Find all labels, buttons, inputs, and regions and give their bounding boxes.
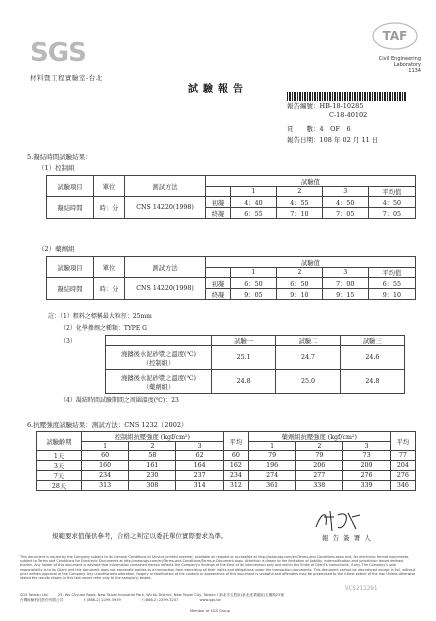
t-row1-label: [106, 346, 212, 370]
admix-final-1: 9：05: [231, 289, 277, 300]
report-no-label: 報告編號：: [287, 102, 320, 110]
table-row: [37, 451, 416, 461]
col-avg: 平均值: [368, 187, 415, 197]
control-initial-avg: 4：50: [368, 197, 415, 208]
page-value: 4 OF 6: [319, 125, 351, 133]
admix-1: 79: [248, 451, 295, 461]
footer-address-block: [20, 593, 284, 602]
control-2: 230: [129, 471, 176, 481]
note-4: （4）凝結時間試驗期間之周圍溫度(℃)：23: [60, 397, 179, 404]
col-method: 測試方法: [125, 257, 206, 278]
note-1: [48, 311, 152, 320]
control-final-avg: 7：05: [368, 208, 415, 219]
admix-2: 338: [296, 481, 343, 491]
col-item: 試驗項目: [47, 257, 94, 278]
address: 25, Wu Chyuan Road, New Taipei Industrial Park, Wu Ku District, New Taipei City, Taiwan / 新北市五股區(新北產業園區)五權路25號: [57, 593, 285, 597]
taf-caption-line: 1134: [408, 68, 421, 74]
t-row1-v2: 24.7: [276, 346, 340, 370]
t-row1-label-b: （控制組）: [142, 359, 175, 367]
initial-label: 初凝: [206, 278, 231, 289]
final-label: 終凝: [206, 208, 231, 219]
admix-initial-avg: 6：55: [368, 278, 415, 289]
t-col-1: 試驗一: [212, 336, 276, 346]
col-control: 控制組抗壓強度 (kgf/cm²): [82, 432, 224, 442]
control-initial-2: 4：55: [276, 197, 322, 208]
t-row1-v3: 24.6: [340, 346, 404, 370]
admix-2: 79: [296, 451, 343, 461]
company-zh: 台灣檢驗科技股份有限公司: [20, 597, 64, 602]
report-no-row: [287, 102, 363, 111]
control-2: 161: [129, 461, 176, 471]
date-row: [287, 136, 378, 145]
note-2: （2）化學摻劑之種類：TYPE G: [60, 325, 147, 332]
age: 7天: [37, 471, 82, 481]
table-row: [37, 471, 416, 481]
control-2: 58: [129, 451, 176, 461]
col-method: 測試方法: [125, 176, 206, 197]
page-label: 頁 數：: [287, 125, 320, 133]
admix-initial-2: 6：50: [276, 278, 322, 289]
admix-avg: 276: [390, 471, 415, 481]
signature-icon: [312, 507, 364, 535]
col-n2: 2: [276, 268, 322, 278]
admix-3: 209: [343, 461, 390, 471]
control-3: 237: [176, 471, 223, 481]
member-of-group: Member of SGS Group: [190, 609, 230, 613]
control-heading: （1）控制組: [38, 164, 75, 172]
control-1: 313: [82, 481, 129, 491]
t-row2-v2: 25.0: [276, 370, 340, 394]
col-n1: 1: [82, 442, 129, 451]
control-1: 160: [82, 461, 129, 471]
admix-initial-1: 6：50: [231, 278, 277, 289]
admix-1: 196: [248, 461, 295, 471]
col-admix: 藥劑組抗壓強度 (kgf/cm²): [248, 432, 390, 442]
control-1: 234: [82, 471, 129, 481]
col-item: 試驗項目: [47, 176, 94, 197]
control-final-2: 7：10: [276, 208, 322, 219]
admix-final-2: 9：10: [276, 289, 322, 300]
col-n3: 3: [322, 268, 368, 278]
barcode: [287, 92, 407, 101]
t-row1-label-a: 澆鑄後水泥砂漿之溫度(℃): [121, 350, 196, 358]
table-row: [37, 481, 416, 491]
col-age: 試驗齡期: [37, 432, 82, 451]
admix-heading: （2）藥劑組: [38, 245, 75, 253]
control-2: 308: [129, 481, 176, 491]
t-row2-label: [106, 370, 212, 394]
t-col-2: 試驗二: [276, 336, 340, 346]
admix-3: 276: [343, 471, 390, 481]
admix-avg: 204: [390, 461, 415, 471]
temperature-table: [105, 335, 405, 394]
taf-caption: [361, 56, 421, 74]
control-final-1: 6：55: [231, 208, 277, 219]
remark: 規範要求值僅供參考，合格之判定以委託單位實際要求為準。: [52, 532, 228, 540]
website: www.sgs.tw: [199, 597, 221, 602]
lab-name: 材料暨工程實驗室-台北: [30, 74, 103, 82]
date-value: 108 年 02 月 11 日: [319, 136, 379, 144]
initial-label: 初凝: [206, 197, 231, 208]
control-3: 62: [176, 451, 223, 461]
col-n1: 1: [248, 442, 295, 451]
table-row: [37, 461, 416, 471]
col-n1: 1: [231, 187, 277, 197]
admix-2: 206: [296, 461, 343, 471]
control-avg: 312: [223, 481, 248, 491]
admix-setting-table: [46, 256, 416, 300]
age: 28天: [37, 481, 82, 491]
report-no-value: HB-18-10285: [319, 102, 364, 110]
taf-logo-text: TAF: [382, 29, 408, 43]
admix-final-3: 9：15: [322, 289, 368, 300]
t-row2-v3: 24.8: [340, 370, 404, 394]
t-row2-label-b: （藥劑組）: [142, 383, 175, 391]
row-unit: 時：分: [94, 278, 125, 300]
col-values: 試驗值: [206, 257, 416, 268]
control-avg: 234: [223, 471, 248, 481]
row-method: CNS 14220(1998): [125, 278, 206, 300]
col-unit: 單位: [94, 176, 125, 197]
note-3: （3）: [60, 338, 76, 345]
control-3: 164: [176, 461, 223, 471]
admix-avg: 77: [390, 451, 415, 461]
footer-disclaimer: This document is issued by the Company subject to its General Conditions of Service printed overleaf, available on request or accessible at http://www.sgs.com/en/Terms-and-Conditions.aspx and, for electronic format documents, subject to Terms and Conditions for Electronic Documents at http://www.sgs.com/en/Terms-and-Conditions/Terms-e-Document.aspx. Attention is drawn to the limitation of liability, indemnification and jurisdiction issues defined therein. Any holder of this document is advised that information contained hereon reflects the Company's findings at the time of its intervention only and within the limits of Client's instructions, if any. The Company's sole responsibility is to its Client and this document does not exonerate parties to a transaction from exercising all their rights and obligations under the transaction documents. This document cannot be reproduced except in full, without prior written approval of the Company. Any unauthorized alteration, forgery or falsification of the content or appearance of this document is unlawful and offenders may be prosecuted to the fullest extent of the law. Unless otherwise stated the results shown in this test report refer only to the sample(s) tested.: [20, 555, 416, 581]
fax: f (886-2) 2299-3237: [141, 597, 179, 602]
control-avg: 162: [223, 461, 248, 471]
note-label: 註：: [48, 313, 61, 320]
row-method: CNS 14220(1998): [125, 197, 206, 219]
report-title: 試驗報告: [188, 84, 248, 95]
control-avg: 60: [223, 451, 248, 461]
company-en: SGS Taiwan Ltd.: [20, 593, 49, 597]
col-control-avg: 平均: [223, 432, 248, 451]
report-no-2: C-18-40102: [329, 111, 368, 119]
taf-caption-line: Laboratory: [393, 62, 421, 68]
col-n3: 3: [322, 187, 368, 197]
col-unit: 單位: [94, 257, 125, 278]
control-3: 314: [176, 481, 223, 491]
t-row2-label-a: 澆鑄後水泥砂漿之溫度(℃): [121, 374, 196, 382]
page-row: [287, 125, 351, 134]
t-row2-v1: 24.8: [212, 370, 276, 394]
admix-2: 277: [296, 471, 343, 481]
admix-3: 339: [343, 481, 390, 491]
control-setting-table: [46, 175, 416, 219]
t-row1-v1: 25.1: [212, 346, 276, 370]
admix-3: 73: [343, 451, 390, 461]
control-final-3: 7：05: [322, 208, 368, 219]
col-n2: 2: [129, 442, 176, 451]
section5-heading: 5.凝結時間試驗結果：: [27, 153, 92, 161]
col-admix-avg: 平均: [390, 432, 415, 451]
admix-1: 361: [248, 481, 295, 491]
taf-caption-line: Civil Engineering: [378, 56, 421, 62]
final-label: 終凝: [206, 289, 231, 300]
row-unit: 時：分: [94, 197, 125, 219]
control-1: 60: [82, 451, 129, 461]
signer-label: 報 告 簽 署 人: [322, 534, 372, 542]
control-initial-3: 4：50: [322, 197, 368, 208]
admix-avg: 346: [390, 481, 415, 491]
col-n2: 2: [296, 442, 343, 451]
age: 3天: [37, 461, 82, 471]
admix-initial-3: 7：00: [322, 278, 368, 289]
col-n3: 3: [343, 442, 390, 451]
sgs-logo: SGS: [30, 38, 86, 68]
age: 1天: [37, 451, 82, 461]
admix-final-avg: 9：10: [368, 289, 415, 300]
col-n3: 3: [176, 442, 223, 451]
control-initial-1: 4：40: [231, 197, 277, 208]
col-n1: 1: [231, 268, 277, 278]
note-1-text: （1）粗料之標稱最大粒徑：25mm: [60, 313, 152, 320]
compressive-strength-table: [36, 431, 416, 491]
t-col-3: 試驗三: [340, 336, 404, 346]
taf-logo-icon: [372, 22, 418, 50]
col-values: 試驗值: [206, 176, 416, 187]
col-avg: 平均值: [368, 268, 415, 278]
stamp-code: VC5211291: [345, 585, 378, 592]
col-n2: 2: [276, 187, 322, 197]
footer-line-2: [20, 598, 284, 603]
date-label: 報告日期：: [287, 136, 320, 144]
row-item: 凝結時間: [47, 278, 94, 300]
row-item: 凝結時間: [47, 197, 94, 219]
section6-heading: 6.抗壓強度試驗結果：測試方法：CNS 1232（2002）: [27, 421, 188, 429]
tel: t (886-2) 2299-3939: [84, 597, 121, 602]
admix-1: 274: [248, 471, 295, 481]
